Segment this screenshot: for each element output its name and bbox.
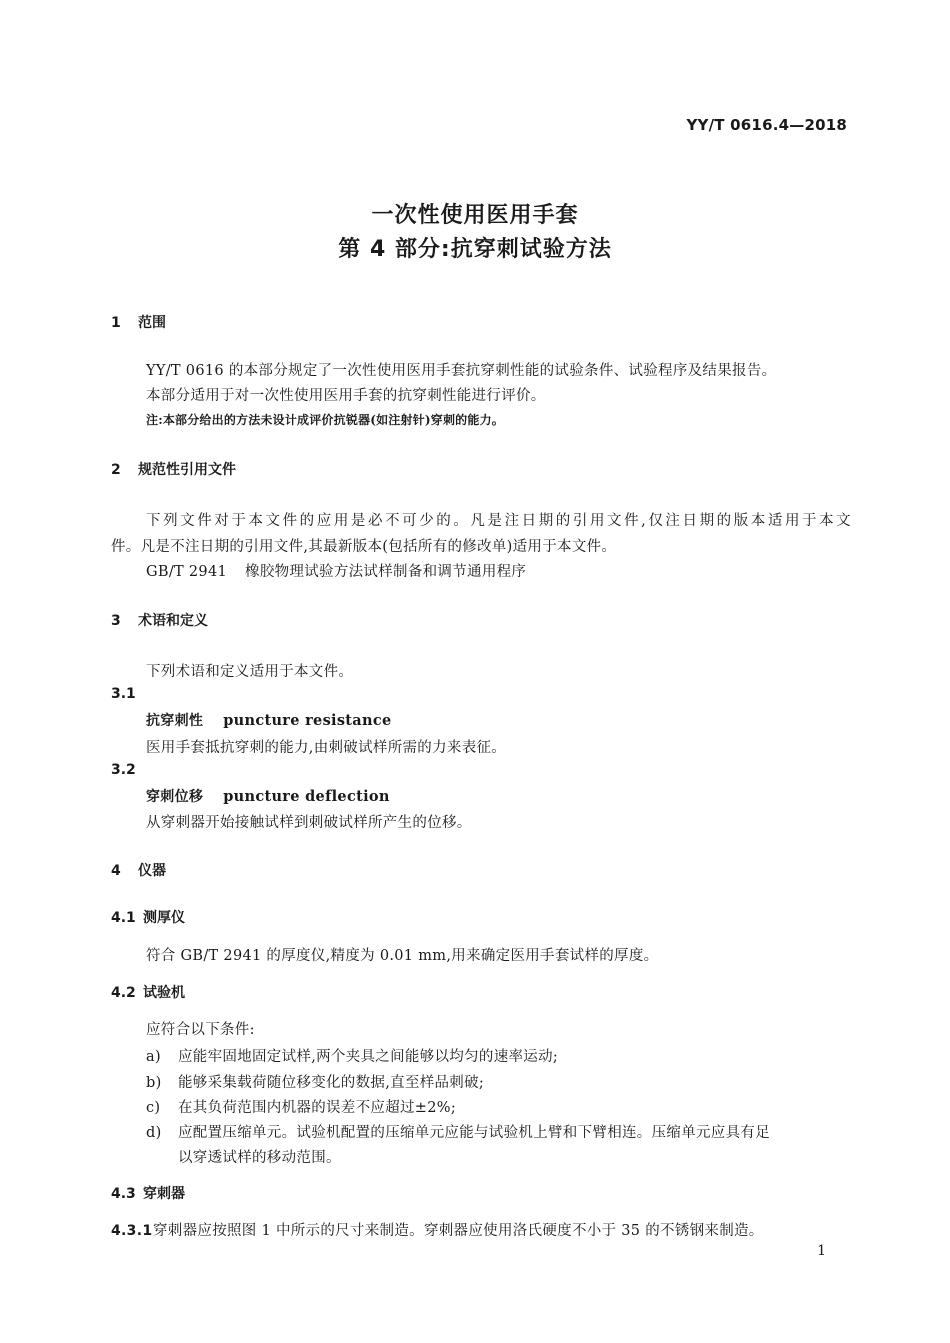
section-number: 1 <box>111 315 121 331</box>
document-title-line2: 第 4 部分:抗穿刺试验方法 <box>338 237 612 262</box>
section-title: 规范性引用文件 <box>138 462 236 478</box>
section-title: 穿刺器 <box>143 1186 185 1202</box>
subsection-4-2-heading <box>111 982 185 1002</box>
section-4-heading <box>111 860 166 880</box>
list-item <box>146 1121 770 1142</box>
section-title: 试验机 <box>143 985 185 1001</box>
paragraph: 应符合以下条件: <box>146 1022 255 1038</box>
section-title: 范围 <box>138 315 166 331</box>
paragraph: 本部分适用于对一次性使用医用手套的抗穿刺性能进行评价。 <box>146 388 546 404</box>
paragraph: 符合 GB/T 2941 的厚度仪,精度为 0.01 mm,用来确定医用手套试样的厚度。 <box>146 948 659 964</box>
term-number: 3.1 <box>111 686 136 702</box>
term-entry <box>146 710 392 730</box>
list-item-label: c) <box>146 1100 161 1116</box>
list-item <box>146 1045 558 1066</box>
clause-text: 穿刺器应按照图 1 中所示的尺寸来制造。穿刺器应使用洛氏硬度不小于 35 的不锈钢来制造。 <box>153 1223 764 1239</box>
term-english: puncture resistance <box>223 712 392 729</box>
document-title-line1: 一次性使用医用手套 <box>371 203 579 228</box>
list-item <box>146 1096 456 1117</box>
note: 注:本部分给出的方法未设计成评价抗锐器(如注射针)穿刺的能力。 <box>146 413 504 427</box>
section-title: 仪器 <box>138 863 166 879</box>
list-item-label: b) <box>146 1075 162 1091</box>
list-item <box>146 1071 484 1092</box>
term-definition: 医用手套抵抗穿刺的能力,由刺破试样所需的力来表征。 <box>146 740 507 756</box>
section-number: 4.1 <box>111 910 136 926</box>
section-number: 4.2 <box>111 985 136 1001</box>
term-chinese: 抗穿刺性 <box>146 713 204 729</box>
section-number: 3 <box>111 613 121 629</box>
subsection-4-3-heading <box>111 1183 185 1203</box>
section-title: 术语和定义 <box>138 613 208 629</box>
list-item-text: 应能牢固地固定试样,两个夹具之间能够以均匀的速率运动; <box>178 1049 559 1065</box>
normative-reference <box>146 560 526 581</box>
list-item-text: 应配置压缩单元。试验机配置的压缩单元应能与试验机上臂和下臂相连。压缩单元应具有足 <box>178 1125 770 1141</box>
section-number: 4.3 <box>111 1186 136 1202</box>
term-number: 3.2 <box>111 762 136 778</box>
list-item-label: d) <box>146 1125 162 1141</box>
term-chinese: 穿刺位移 <box>146 789 204 805</box>
list-item-continuation: 以穿透试样的移动范围。 <box>178 1150 341 1166</box>
clause-number: 4.3.1 <box>111 1223 153 1239</box>
standard-code: YY/T 0616.4—2018 <box>686 116 847 134</box>
list-item-label: a) <box>146 1049 161 1065</box>
section-number: 4 <box>111 863 121 879</box>
section-3-heading <box>111 610 208 630</box>
clause-4-3-1 <box>111 1219 764 1240</box>
section-number: 2 <box>111 462 121 478</box>
list-item-text: 能够采集载荷随位移变化的数据,直至样品刺破; <box>178 1075 485 1091</box>
paragraph: YY/T 0616 的本部分规定了一次性使用医用手套抗穿刺性能的试验条件、试验程序及结果报告。 <box>146 363 777 379</box>
page-number: 1 <box>817 1243 826 1259</box>
term-entry <box>146 786 390 806</box>
term-english: puncture deflection <box>223 788 390 805</box>
paragraph-line: 件。凡是不注日期的引用文件,其最新版本(包括所有的修改单)适用于本文件。 <box>111 539 617 555</box>
section-title: 测厚仪 <box>143 910 185 926</box>
section-1-heading <box>111 312 166 332</box>
subsection-4-1-heading <box>111 907 185 927</box>
reference-title: 橡胶物理试验方法试样制备和调节通用程序 <box>245 564 527 580</box>
reference-code: GB/T 2941 <box>146 564 228 580</box>
paragraph: 下列术语和定义适用于本文件。 <box>146 664 354 680</box>
term-definition: 从穿刺器开始接触试样到刺破试样所产生的位移。 <box>146 815 472 831</box>
list-item-text: 在其负荷范围内机器的误差不应超过±2%; <box>178 1100 457 1116</box>
section-2-heading <box>111 459 236 479</box>
paragraph-line: 下列文件对于本文件的应用是必不可少的。凡是注日期的引用文件,仅注日期的版本适用于本文 <box>146 513 851 529</box>
